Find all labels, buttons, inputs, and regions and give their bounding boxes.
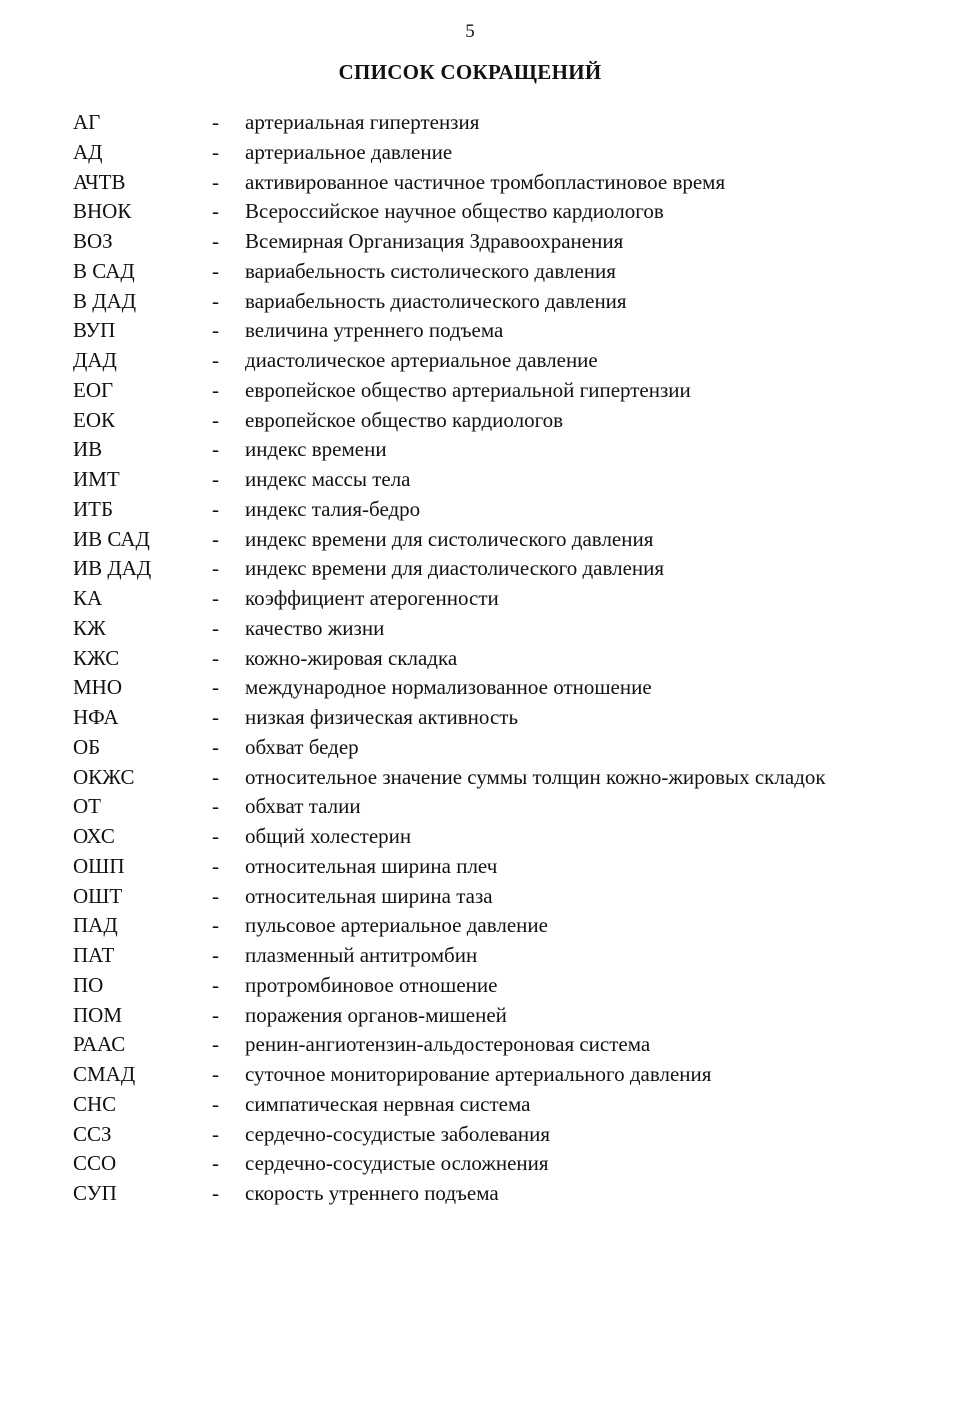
abbreviation-separator: -	[212, 1091, 219, 1116]
abbreviation-definition: артериальная гипертензия	[245, 110, 480, 134]
abbreviation-separator: -	[212, 824, 219, 848]
abbreviation-separator: -	[212, 110, 219, 134]
abbreviation-separator: -	[212, 199, 219, 224]
abbreviation-row	[73, 1179, 966, 1209]
abbreviation-row	[73, 703, 966, 733]
abbreviation-row	[73, 941, 966, 971]
abbreviation-row	[73, 1090, 966, 1120]
abbreviation-definition: обхват бедер	[245, 734, 359, 759]
abbreviation-row	[73, 495, 966, 525]
abbreviation-definition: симпатическая нервная система	[245, 1091, 531, 1116]
abbreviation-term: КЖ	[73, 615, 106, 640]
abbreviation-definition: коэффициент атерогенности	[245, 586, 499, 610]
abbreviation-term: В САД	[73, 258, 135, 283]
abbreviation-row	[73, 882, 966, 912]
abbreviation-row	[73, 1149, 966, 1179]
page-title: СПИСОК СОКРАЩЕНИЙ	[338, 60, 602, 84]
abbreviation-row	[73, 257, 966, 287]
abbreviation-separator: -	[212, 496, 219, 521]
abbreviation-term: НФА	[73, 705, 119, 729]
abbreviation-separator: -	[212, 139, 219, 164]
abbreviation-row	[73, 852, 966, 882]
abbreviation-term: СМАД	[73, 1062, 136, 1086]
abbreviation-definition: качество жизни	[245, 615, 385, 640]
abbreviation-row	[73, 763, 966, 793]
abbreviation-row	[73, 911, 966, 941]
abbreviation-row	[73, 316, 966, 346]
abbreviation-separator: -	[212, 1032, 219, 1057]
abbreviation-definition: общий холестерин	[245, 824, 412, 848]
abbreviation-row	[73, 1001, 966, 1031]
abbreviation-definition: суточное мониторирование артериального давления	[245, 1062, 712, 1086]
abbreviation-definition: низкая физическая активность	[245, 705, 519, 729]
abbreviation-row	[73, 822, 966, 852]
abbreviation-definition: ренин-ангиотензин-альдостероновая система	[245, 1032, 651, 1057]
abbreviation-term: ИВ САД	[73, 526, 150, 551]
abbreviation-definition: индекс времени для систолического давления	[245, 526, 654, 551]
abbreviation-separator: -	[212, 675, 219, 700]
abbreviation-term: ССО	[73, 1151, 117, 1176]
abbreviation-row	[73, 554, 966, 584]
abbreviation-definition: европейское общество кардиологов	[245, 407, 564, 432]
abbreviation-term: ВУП	[73, 318, 116, 343]
abbreviation-definition: вариабельность диастолического давления	[245, 288, 627, 313]
abbreviation-separator: -	[212, 526, 219, 551]
abbreviation-definition: величина утреннего подъема	[245, 318, 504, 343]
abbreviation-term: ССЗ	[73, 1121, 112, 1146]
abbreviation-definition: относительная ширина плеч	[245, 853, 498, 878]
abbreviation-separator: -	[212, 348, 219, 372]
abbreviation-definition: европейское общество артериальной гипертензии	[245, 377, 691, 402]
abbreviation-separator: -	[212, 556, 219, 581]
abbreviation-definition: обхват талии	[245, 794, 361, 819]
abbreviation-row	[73, 792, 966, 822]
abbreviation-separator: -	[212, 229, 219, 253]
abbreviation-separator: -	[212, 853, 219, 878]
abbreviation-separator: -	[212, 764, 219, 789]
abbreviation-definition: пульсовое артериальное давление	[245, 913, 548, 938]
abbreviation-row	[73, 971, 966, 1001]
abbreviation-definition: относительное значение суммы толщин кожно-жировых складок	[245, 764, 826, 789]
abbreviation-separator: -	[212, 407, 219, 432]
abbreviation-separator: -	[212, 913, 219, 938]
abbreviation-separator: -	[212, 169, 219, 194]
abbreviation-separator: -	[212, 883, 219, 908]
abbreviation-definition: скорость утреннего подъема	[245, 1181, 499, 1205]
abbreviation-term: В ДАД	[73, 288, 137, 313]
abbreviation-term: ИВ	[73, 437, 103, 462]
abbreviation-term: ОТ	[73, 794, 101, 819]
abbreviation-definition: активированное частичное тромбопластиновое время	[245, 169, 726, 194]
abbreviation-row	[73, 1060, 966, 1090]
abbreviation-definition: поражения органов-мишеней	[245, 1002, 507, 1027]
abbreviation-separator: -	[212, 1121, 219, 1146]
abbreviation-separator: -	[212, 1002, 219, 1027]
abbreviation-separator: -	[212, 1151, 219, 1176]
abbreviation-term: СУП	[73, 1181, 117, 1205]
abbreviation-term: КА	[73, 586, 103, 610]
abbreviation-term: ВОЗ	[73, 229, 113, 253]
abbreviation-row	[73, 644, 966, 674]
abbreviation-definition: плазменный антитромбин	[245, 943, 478, 967]
abbreviation-separator: -	[212, 705, 219, 729]
abbreviation-term: ИТБ	[73, 496, 114, 521]
abbreviation-row	[73, 108, 966, 138]
abbreviation-separator: -	[212, 586, 219, 610]
abbreviation-row	[73, 406, 966, 436]
abbreviation-row	[73, 197, 966, 227]
abbreviation-term: РААС	[73, 1032, 126, 1057]
abbreviation-term: ПОМ	[73, 1002, 123, 1027]
abbreviation-row	[73, 614, 966, 644]
abbreviation-row	[73, 673, 966, 703]
abbreviation-row	[73, 584, 966, 614]
abbreviation-row	[73, 435, 966, 465]
abbreviation-definition: международное нормализованное отношение	[245, 675, 652, 700]
abbreviation-definition: протромбиновое отношение	[245, 972, 498, 997]
abbreviation-term: ПО	[73, 972, 104, 997]
abbreviation-separator: -	[212, 645, 219, 670]
abbreviation-separator: -	[212, 972, 219, 997]
abbreviation-row	[73, 1030, 966, 1060]
page-number: 5	[465, 21, 475, 42]
abbreviation-term: ОХС	[73, 824, 115, 848]
abbreviation-separator: -	[212, 377, 219, 402]
abbreviation-row	[73, 287, 966, 317]
abbreviation-term: ОБ	[73, 734, 101, 759]
abbreviation-term: ОКЖС	[73, 764, 135, 789]
abbreviation-separator: -	[212, 258, 219, 283]
abbreviation-list	[73, 108, 966, 1209]
abbreviation-term: МНО	[73, 675, 123, 700]
abbreviation-term: ИВ ДАД	[73, 556, 152, 581]
abbreviation-separator: -	[212, 734, 219, 759]
abbreviation-definition: Всемирная Организация Здравоохранения	[245, 229, 624, 253]
abbreviation-term: ПАТ	[73, 943, 115, 967]
abbreviation-row	[73, 733, 966, 763]
abbreviation-term: ИМТ	[73, 467, 120, 491]
abbreviation-definition: кожно-жировая складка	[245, 645, 458, 670]
abbreviation-definition: артериальное давление	[245, 139, 453, 164]
abbreviation-row	[73, 346, 966, 376]
abbreviation-row	[73, 168, 966, 198]
abbreviation-separator: -	[212, 943, 219, 967]
abbreviation-row	[73, 138, 966, 168]
abbreviation-term: ЕОГ	[73, 377, 114, 402]
abbreviation-term: АГ	[73, 110, 101, 134]
abbreviation-separator: -	[212, 318, 219, 343]
abbreviation-separator: -	[212, 437, 219, 462]
abbreviation-separator: -	[212, 467, 219, 491]
abbreviation-row	[73, 1120, 966, 1150]
abbreviation-separator: -	[212, 615, 219, 640]
abbreviation-definition: индекс времени	[245, 437, 387, 462]
abbreviation-definition: индекс времени для диастолического давления	[245, 556, 665, 581]
abbreviation-definition: вариабельность систолического давления	[245, 258, 616, 283]
abbreviation-definition: индекс массы тела	[245, 467, 411, 491]
abbreviation-definition: Всероссийское научное общество кардиологов	[245, 199, 664, 224]
abbreviation-term: ВНОК	[73, 199, 132, 224]
abbreviation-term: АЧТВ	[73, 169, 126, 194]
abbreviation-term: АД	[73, 139, 103, 164]
abbreviation-row	[73, 525, 966, 555]
abbreviation-term: ЕОК	[73, 407, 115, 432]
abbreviation-term: КЖС	[73, 645, 120, 670]
abbreviation-term: ДАД	[73, 348, 117, 372]
abbreviation-row	[73, 465, 966, 495]
abbreviation-row	[73, 376, 966, 406]
abbreviation-row	[73, 227, 966, 257]
abbreviation-definition: сердечно-сосудистые осложнения	[245, 1151, 549, 1176]
abbreviation-definition: индекс талия-бедро	[245, 496, 421, 521]
abbreviation-separator: -	[212, 794, 219, 819]
abbreviation-term: ОШТ	[73, 883, 123, 908]
abbreviation-definition: относительная ширина таза	[245, 883, 493, 908]
abbreviation-separator: -	[212, 288, 219, 313]
abbreviation-term: ОШП	[73, 853, 125, 878]
abbreviation-term: ПАД	[73, 913, 118, 938]
abbreviation-definition: сердечно-сосудистые заболевания	[245, 1121, 550, 1146]
abbreviation-term: СНС	[73, 1091, 117, 1116]
abbreviation-separator: -	[212, 1062, 219, 1086]
abbreviation-definition: диастолическое артериальное давление	[245, 348, 598, 372]
abbreviation-separator: -	[212, 1181, 219, 1205]
